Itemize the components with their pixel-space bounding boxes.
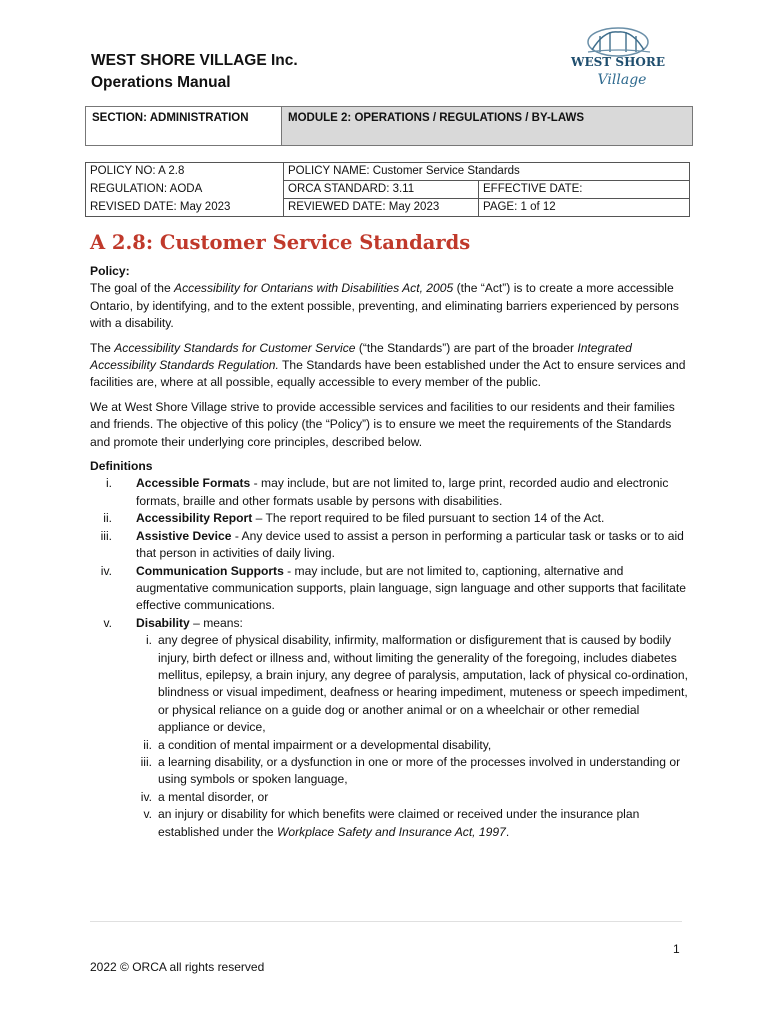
policy-label: Policy: [90,264,130,278]
copyright-notice: 2022 © ORCA all rights reserved [90,960,265,974]
definition-item: ii. Accessibility Report – The report required to be filed pursuant to section 14 of the Act. [103,511,605,526]
definition-item: iii. Assistive Device - Any device used to assist a person in performing a particular task or tasks or to aid that person in activities of daily living. [100,528,684,561]
disability-subitem: iv. a mental disorder, or [140,789,269,804]
disability-subitem: i. any degree of physical disability, infirmity, malformation or disfigurement that is caused by bodily injury, birth defect or illness and, without limiting the generality of the foregoing, includes diabetes mellitus, epilepsy, a brain injury, any degree of paralysis, amputation, lack of physical co-ordination, blindness or visual impediment, deafness or hearing impediment, muteness or speech impediment, or physical reliance on a guide dog or another animal or on a wheelchair or other remedial appliance or device, [145,633,688,735]
policy-paragraph-3: We at West Shore Village strive to provide accessible services and facilities to our residents and their families and friends. The objective of this policy (the “Policy”) is to ensure we meet the requirements of the Standards and promote their underlying core principles, described below. [90,399,675,449]
definitions-label: Definitions [90,459,153,474]
disability-subitem: v. an injury or disability for which benefits were claimed or received under the insurance plan established under the Workplace Safety and Insurance Act, 1997. [143,807,640,839]
module-label: MODULE 2: OPERATIONS / REGULATIONS / BY-LAWS [281,107,692,145]
document-header [91,50,298,94]
policy-number: POLICY NO: A 2.8 [86,163,284,181]
svg-text:WEST SHORE: WEST SHORE [571,55,665,69]
definition-item: iv. Communication Supports - may include, but are not limited to, captioning, alternative and augmentative communication supports, plain language, sign language and other supports that facilitate effective communications. [100,563,686,613]
reviewed-date: REVIEWED DATE: May 2023 [284,199,479,217]
effective-date: EFFECTIVE DATE: [479,181,690,199]
manual-title: Operations Manual [91,74,231,91]
policy-body [90,263,688,841]
definition-item: v. Disability – means: i. any degree of physical disability, infirmity, malformation or disfigurement that is caused by bodily injury, birth defect or illness and, without limiting the generality of the foregoing, includes diabetes mellitus, epilepsy, a brain injury, any degree of paralysis, amputation, lack of physical co-ordination, blindness or visual impediment, deafness or hearing impediment, muteness or speech impediment, or physical reliance on a guide dog or another animal or on a wheelchair or other remedial appliance or device, ii. a condition of mental impairment or a developmental disability, iii. a learning disability, or a dysfunction in one or more of the processes involved in understanding or using symbols or spoken language, iv. a mental disorder, or v. an injury or disability for which benefits were claimed or received under the insurance plan established under the Workplace Safety and Insurance Act, 1997. [90,615,688,841]
policy-paragraph-1: The goal of the Accessibility for Ontarians with Disabilities Act, 2005 (the “Act”) is to create a more accessible Ontario, by identifying, and to the extent possible, preventing, and eliminating barriers experienced by persons with a disability. [90,281,679,331]
orca-standard: ORCA STANDARD: 3.11 [284,181,479,199]
disability-subitem: ii. a condition of mental impairment or a developmental disability, [143,737,492,752]
policy-name: POLICY NAME: Customer Service Standards [284,163,690,181]
page-number: 1 [673,942,680,956]
organization-name: WEST SHORE VILLAGE Inc. [91,52,298,69]
section-module-box [85,106,693,146]
regulation: REGULATION: AODA [86,181,284,199]
definitions-list [90,475,688,841]
svg-text:Village: Village [597,72,647,88]
disability-subitem: iii. a learning disability, or a dysfunction in one or more of the processes involved in understanding or using symbols or spoken language, [140,754,681,787]
west-shore-village-logo [571,24,665,92]
definition-item: i. Accessible Formats - may include, but are not limited to, large print, recorded audio and electronic formats, braille and other formats usable by persons with disabilities. [105,476,669,508]
page-count: PAGE: 1 of 12 [479,199,690,217]
policy-paragraph-2: The Accessibility Standards for Customer Service (“the Standards”) are part of the broader Integrated Accessibility Standards Regulation. The Standards have been established under the Act to ensure services and facilities are, where at all possible, equally accessible to every member of the public. [90,340,686,390]
disability-sublist [136,632,688,841]
footer-divider [90,921,682,922]
section-label: SECTION: ADMINISTRATION [86,107,281,145]
policy-title: A 2.8: Customer Service Standards [90,231,471,254]
revised-date: REVISED DATE: May 2023 [86,199,284,217]
policy-info-table [85,162,690,217]
